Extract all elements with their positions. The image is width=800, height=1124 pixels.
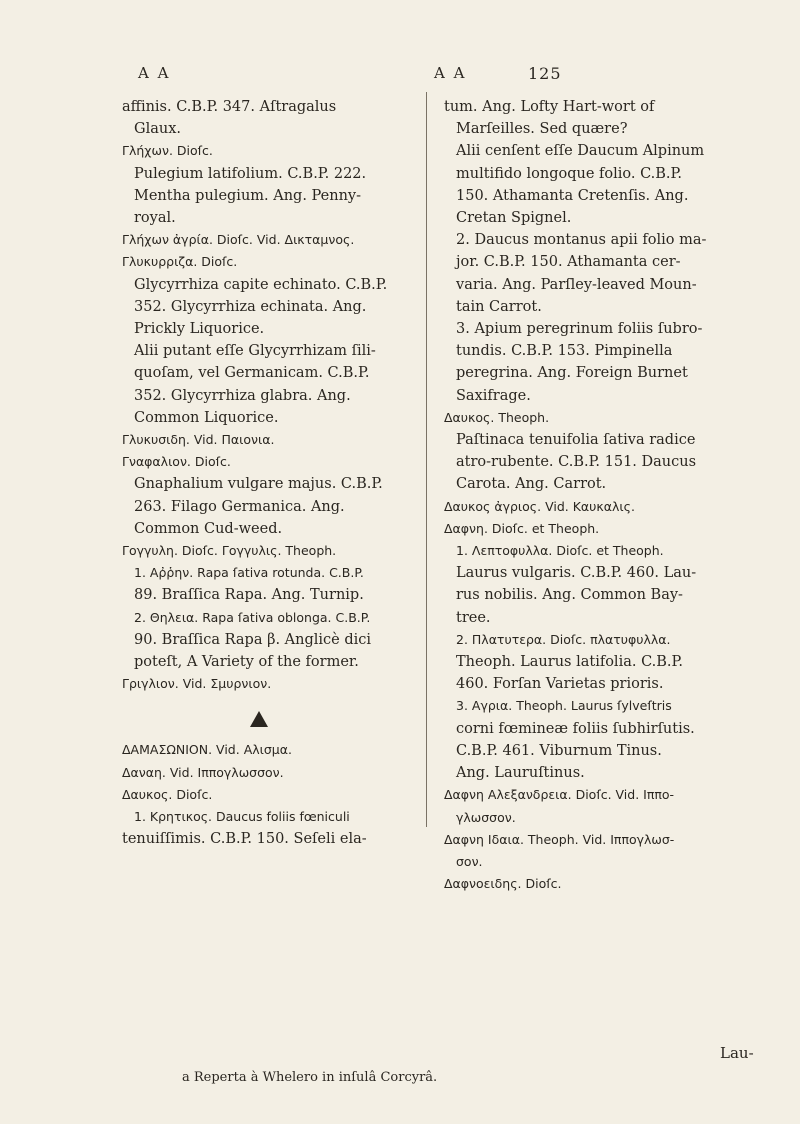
text-line: Δαναη. Vid. Ιππογλωσσον.	[122, 764, 284, 780]
running-header-left: A A	[138, 64, 171, 82]
text-line: Γλήχων. Dioſc.	[122, 143, 213, 159]
left-column-entries	[122, 96, 422, 695]
text-line: Γλυκυσιδη. Vid. Παιονια.	[122, 432, 275, 448]
text-line: Δαυκος ἀγριος. Vid. Καυκαλις.	[444, 498, 635, 514]
text-line: rus nobilis. Ang. Common Bay-	[456, 587, 683, 604]
text-line: Theoph. Laurus latifolia. C.B.P.	[456, 654, 683, 671]
text-line: varia. Ang. Parſley-leaved Moun-	[456, 276, 697, 293]
text-line: Γλήχων ἀγρία. Dioſc. Vid. Δικταμνος.	[122, 232, 355, 248]
page-number: 125	[528, 64, 562, 83]
text-line: 1. Κρητικος. Daucus foliis fœniculi	[134, 809, 350, 825]
text-line: royal.	[134, 210, 176, 227]
text-line: σον.	[456, 853, 483, 869]
text-line: tain Carrot.	[456, 298, 542, 315]
text-line: γλωσσον.	[456, 809, 516, 825]
text-line: Γναφαλιον. Dioſc.	[122, 454, 231, 470]
text-line: ΔΑΜΑΣΩΝΙΟΝ. Vid. Αλισμα.	[122, 742, 292, 758]
right-column-entries	[444, 96, 762, 895]
text-line: Marſeilles. Sed quære?	[456, 121, 628, 138]
text-line: Δαυκος. Theoph.	[444, 409, 550, 425]
text-line: Glycyrrhiza capite echinato. C.B.P.	[134, 276, 388, 293]
text-line: Glaux.	[134, 121, 181, 138]
text-line: tundis. C.B.P. 153. Pimpinella	[456, 343, 673, 360]
text-line: poteſt, A Variety of the former.	[134, 654, 359, 671]
text-line: affinis. C.B.P. 347. Aſtragalus	[122, 99, 337, 115]
text-line: tree.	[456, 609, 491, 626]
text-line: 90. Braſſica Rapa β. Anglicè dici	[134, 631, 372, 648]
text-line: 460. Forſan Varietas prioris.	[456, 676, 664, 693]
text-line: multifido longoque folio. C.B.P.	[456, 165, 682, 182]
column-divider	[426, 92, 427, 827]
text-line: 3. Αγρια. Theoph. Laurus ſylveſtris	[456, 698, 672, 714]
footnote: a Reperta à Whelero in inſulâ Corcyrâ.	[182, 1070, 438, 1085]
text-line: jor. C.B.P. 150. Athamanta cer-	[456, 254, 681, 271]
text-line: Δαφνη Ιδαια. Theoph. Vid. Ιππογλωσ-	[444, 831, 675, 847]
text-line: 2. Θηλεια. Rapa ſativa oblonga. C.B.P.	[134, 609, 371, 625]
text-line: 352. Glycyrrhiza glabra. Ang.	[134, 387, 351, 404]
text-line: peregrina. Ang. Foreign Burnet	[456, 365, 688, 382]
text-line: quoſam, vel Germanicam. C.B.P.	[134, 365, 370, 382]
section-letter-delta	[250, 711, 268, 727]
right-column	[444, 96, 762, 895]
text-line: 2. Πλατυτερα. Dioſc. πλατυφυλλα.	[456, 631, 671, 647]
text-line: tum. Ang. Lofty Hart-wort of	[444, 99, 655, 115]
text-line: Δαφνη. Dioſc. et Theoph.	[444, 520, 600, 536]
text-line: Δαφνοειδης. Dioſc.	[444, 876, 562, 892]
text-line: Alii cenſent eſſe Daucum Alpinum	[456, 143, 705, 160]
text-line: 89. Braſſica Rapa. Ang. Turnip.	[134, 587, 364, 604]
text-line: Cretan Spignel.	[456, 210, 572, 227]
left-column-entries-delta	[122, 739, 422, 850]
text-line: corni fœmineæ foliis ſubhirſutis.	[456, 720, 695, 737]
catchword: Lau-	[720, 1044, 754, 1062]
left-column	[122, 96, 422, 851]
text-line: 352. Glycyrrhiza echinata. Ang.	[134, 298, 367, 315]
text-line: 3. Apium peregrinum foliis ſubro-	[456, 321, 703, 338]
text-line: Paſtinaca tenuifolia ſativa radice	[456, 432, 696, 449]
text-line: Laurus vulgaris. C.B.P. 460. Lau-	[456, 565, 697, 582]
text-line: Γλυκυρριζα. Dioſc.	[122, 254, 238, 270]
text-line: Δαυκος. Dioſc.	[122, 786, 213, 802]
text-line: Γριγλιον. Vid. Σμυρνιον.	[122, 676, 272, 692]
text-line: 2. Daucus montanus apii folio ma-	[456, 232, 707, 249]
text-line: 1. Αῤῥην. Rapa ſativa rotunda. C.B.P.	[134, 565, 364, 581]
text-line: Gnaphalium vulgare majus. C.B.P.	[134, 476, 383, 493]
running-header-center: A A	[434, 64, 467, 82]
text-line: tenuiſſimis. C.B.P. 150. Seſeli ela-	[122, 831, 367, 848]
text-line: Common Cud-weed.	[134, 520, 283, 537]
text-line: Prickly Liquorice.	[134, 321, 265, 338]
text-line: 1. Λεπτοφυλλα. Dioſc. et Theoph.	[456, 543, 664, 559]
text-line: atro-rubente. C.B.P. 151. Daucus	[456, 454, 697, 471]
text-line: Common Liquorice.	[134, 409, 279, 426]
text-line: Pulegium latifolium. C.B.P. 222.	[134, 165, 367, 182]
text-line: Alii putant eſſe Glycyrrhizam ſili-	[134, 343, 376, 360]
text-line: Carota. Ang. Carrot.	[456, 476, 607, 493]
text-line: Ang. Lauruſtinus.	[456, 765, 585, 782]
text-line: C.B.P. 461. Viburnum Tinus.	[456, 742, 662, 759]
text-line: Δαφνη Αλεξανδρεια. Dioſc. Vid. Ιππο-	[444, 787, 675, 803]
text-line: Γογγυλη. Dioſc. Γογγυλις. Theoph.	[122, 543, 337, 559]
text-line: 150. Athamanta Cretenſis. Ang.	[456, 187, 689, 204]
text-line: Saxifrage.	[456, 387, 531, 404]
text-line: Mentha pulegium. Ang. Penny-	[134, 187, 362, 204]
text-line: 263. Filago Germanica. Ang.	[134, 498, 345, 515]
